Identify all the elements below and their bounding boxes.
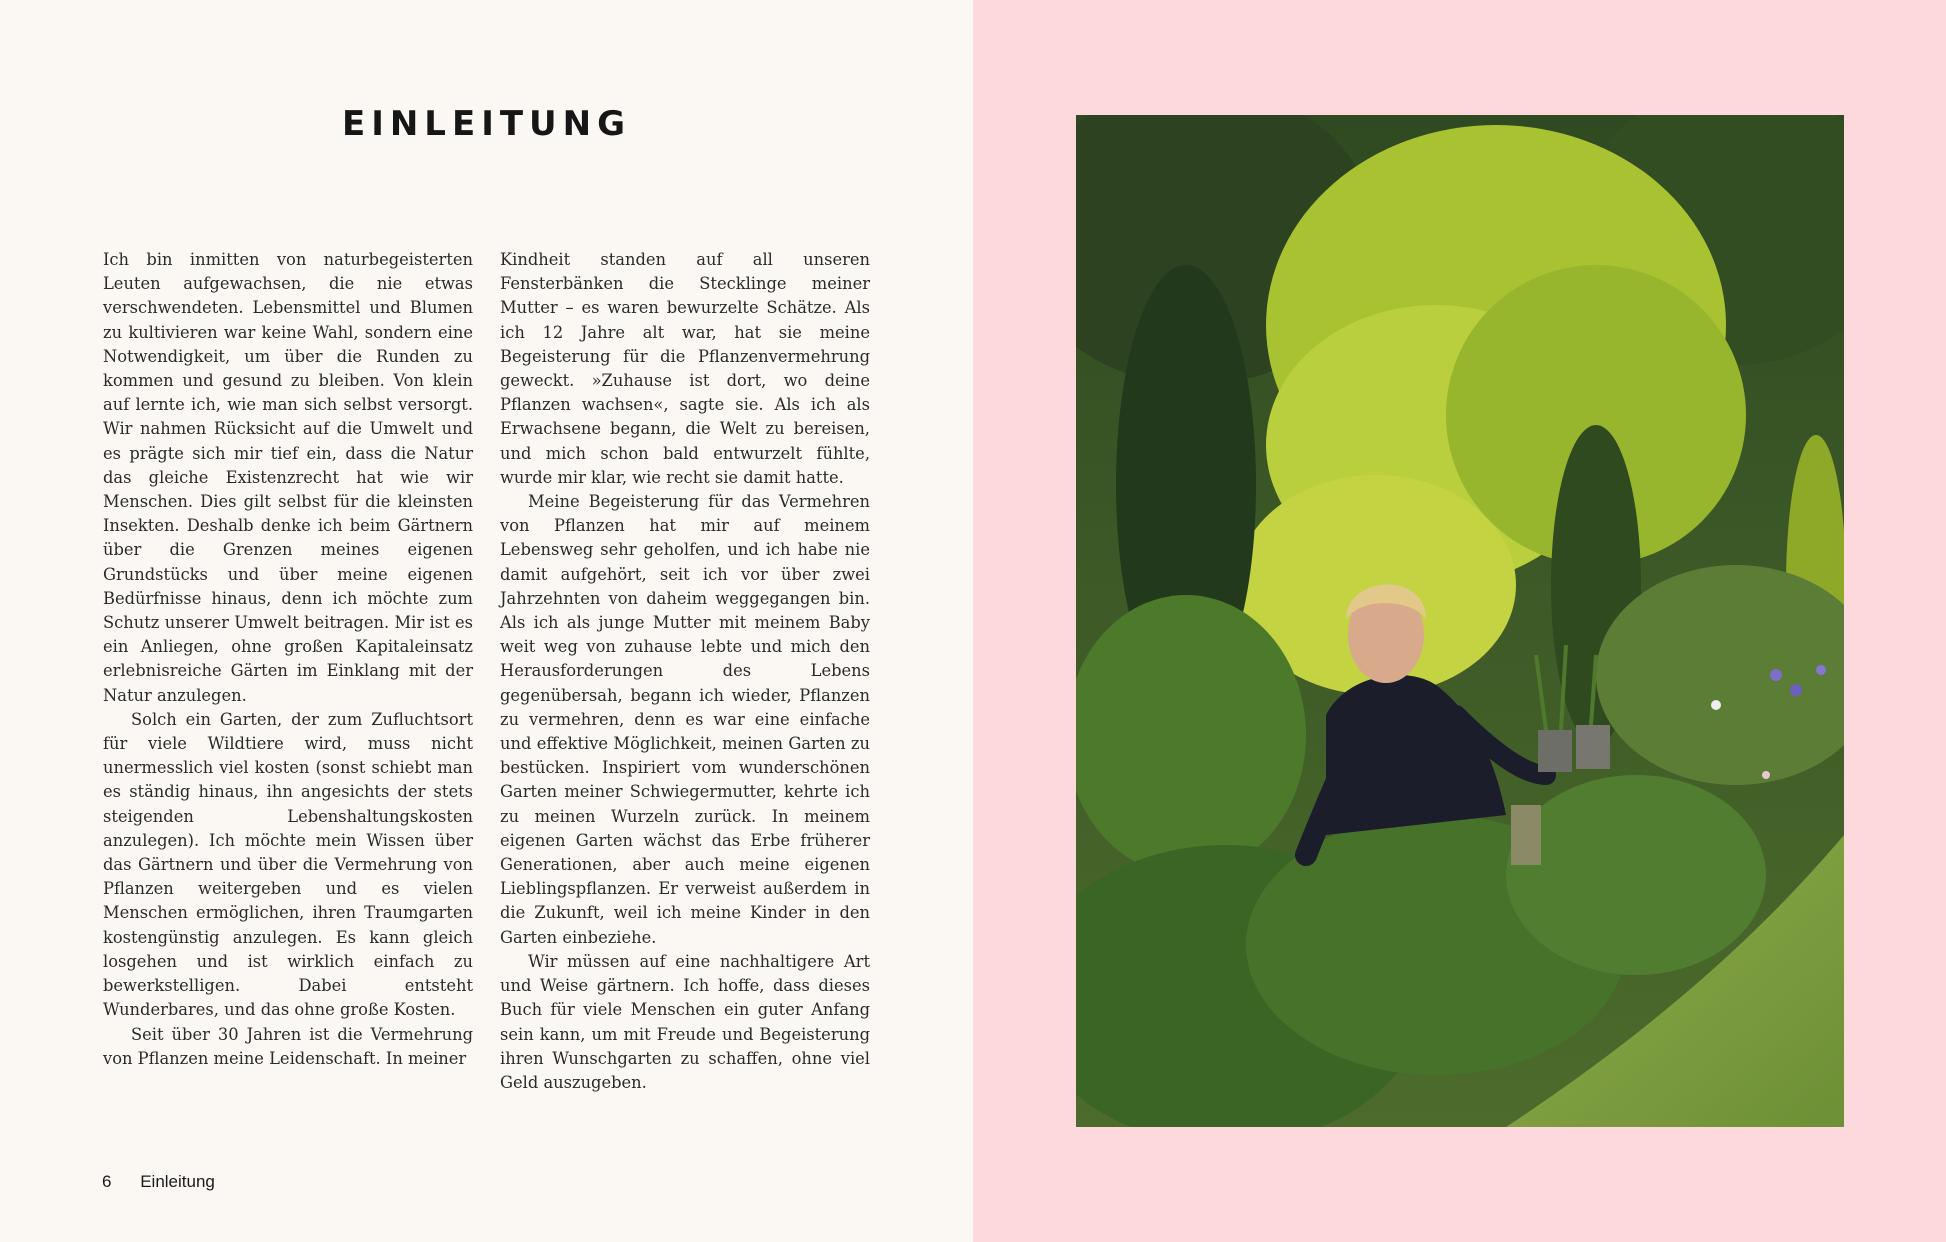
paragraph: Ich bin inmitten von naturbegeisterten Leuten aufgewachsen, die nie etwas verschwendeten. Lebensmittel und Blumen zu kultivieren war keine Wahl, sondern eine Notwendigkeit, um über die Runden zu kommen und gesund zu bleiben. Von klein auf lernte ich, wie man sich selbst versorgt. Wir nahmen Rücksicht auf die Umwelt und es prägte sich mir tief ein, dass die Natur das gleiche Existenzrecht hat wie wir Menschen. Dies gilt selbst für die kleinsten Insekten. Deshalb denke ich beim Gärtnern über die Grenzen meines eigenen Grundstücks und über meine eigenen Bedürfnisse hinaus, denn ich möchte zum Schutz unserer Umwelt beitragen. Mir ist es ein Anliegen, ohne großen Kapitaleinsatz erlebnisreiche Gärten im Einklang mit der Natur anzulegen.	[103, 250, 473, 705]
page-footer	[102, 1172, 215, 1192]
text-column-left	[103, 248, 473, 1071]
text-column-right	[500, 248, 870, 1095]
chapter-title: EINLEITUNG	[341, 104, 632, 144]
page-number: 6	[102, 1172, 112, 1191]
paragraph: Seit über 30 Jahren ist die Vermehrung von Pflanzen meine Leidenschaft. In meiner	[103, 1024, 473, 1068]
paragraph: Wir müssen auf eine nachhaltigere Art und Weise gärtnern. Ich hoffe, dass dieses Buch für viele Menschen ein guter Anfang sein kann, um mit Freude und Begeisterung ihren Wunschgarten zu schaffen, ohne viel Geld auszugeben.	[500, 951, 870, 1092]
paragraph: Kindheit standen auf all unseren Fensterbänken die Stecklinge meiner Mutter – es waren bewurzelte Schätze. Als ich 12 Jahre alt war, hat sie meine Begeisterung für die Pflanzenvermehrung geweckt. »Zuhause ist dort, wo deine Pflanzen wachsen«, sagte sie. Als ich als Erwachsene begann, die Welt zu bereisen, und mich schon bald entwurzelt fühlte, wurde mir klar, wie recht sie damit hatte.	[500, 250, 870, 487]
paragraph: Meine Begeisterung für das Vermehren von Pflanzen hat mir auf meinem Lebensweg sehr geholfen, und ich habe nie damit aufgehört, seit ich vor über zwei Jahrzehnten von daheim weggegangen bin. Als ich als junge Mutter mit meinem Baby weit weg von zuhause lebte und mich den Herausforderungen des Lebens gegenübersah, begann ich wieder, Pflanzen zu vermehren, denn es war eine einfache und effektive Möglichkeit, meinen Garten zu bestücken. Inspiriert vom wunderschönen Garten meiner Schwiegermutter, kehrte ich zu meinen Wurzeln zurück. In meinem eigenen Garten wächst das Erbe früherer Generationen, aber auch meine eigenen Lieblingspflanzen. Er verweist außerdem in die Zukunft, weil ich meine Kinder in den Garten einbeziehe.	[500, 492, 870, 947]
garden-photo-illustration	[1076, 115, 1844, 1127]
paragraph: Solch ein Garten, der zum Zufluchtsort für viele Wildtiere wird, muss nicht unermesslich viel kosten (sonst schiebt man es ständig hinaus, ihn angesichts der stets steigenden Lebenshaltungskosten anzulegen). Ich möchte mein Wissen über das Gärtnern und über die Vermehrung von Pflanzen weitergeben und es vielen Menschen ermöglichen, ihren Traumgarten kostengünstig anzulegen. Es kann gleich losgehen und ist wirklich einfach zu bewerkstelligen. Dabei entsteht Wunderbares, und das ohne große Kosten.	[103, 709, 473, 1020]
running-footer: Einleitung	[140, 1172, 215, 1191]
garden-photo	[1076, 115, 1844, 1127]
